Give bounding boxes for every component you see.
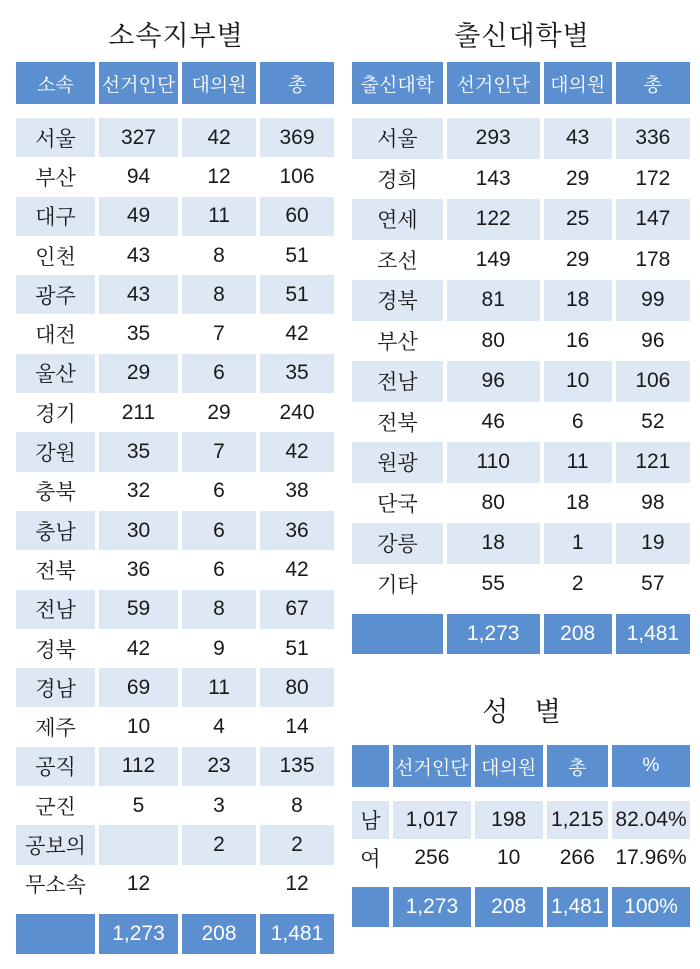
branch-table [12,62,338,954]
left-row [16,629,334,668]
left-row-value: 67 [260,590,334,629]
right-row-value: 80 [447,483,540,524]
left-row [16,511,334,550]
left-row-value: 12 [182,157,256,196]
left-row [16,354,334,393]
right-total-value [352,614,443,654]
right-row-value: 25 [544,199,612,240]
left-row-value: 38 [260,472,334,511]
left-row-label: 공직 [16,747,95,786]
gender-row-value: 1,215 [547,801,609,839]
left-row-value: 29 [182,393,256,432]
left-row [16,432,334,471]
left-row-value: 35 [260,354,334,393]
gender-row-value: 17.96% [612,839,690,877]
left-row-value: 8 [182,275,256,314]
left-row-label: 전남 [16,590,95,629]
left-row-label: 무소속 [16,865,95,904]
right-header-cell: 출신대학 [352,62,443,104]
left-row [16,197,334,236]
right-row [352,402,690,443]
university-header-row [352,62,690,104]
left-row-value: 69 [99,668,178,707]
gender-header-cell: 총 [547,745,609,787]
left-row [16,236,334,275]
left-row-label: 경기 [16,393,95,432]
left-row-label: 제주 [16,707,95,746]
right-total-value: 1,481 [616,614,690,654]
left-row [16,550,334,589]
left-row-value: 12 [260,865,334,904]
branch-header-row [16,62,334,104]
left-row-value: 42 [260,550,334,589]
left-row-value: 10 [99,707,178,746]
gender-total-row [352,887,690,927]
left-row [16,865,334,904]
left-row [16,393,334,432]
left-row-value: 135 [260,747,334,786]
left-row-value: 42 [260,314,334,353]
left-row-value: 35 [99,432,178,471]
left-row-label: 공보의 [16,825,95,864]
left-row-value: 8 [182,590,256,629]
gender-total-value [352,887,389,927]
right-row-value: 178 [616,240,690,281]
right-row-label: 강릉 [352,523,443,564]
left-row-value: 42 [99,629,178,668]
gender-row-value: 1,017 [393,801,471,839]
right-row-value: 46 [447,402,540,443]
gender-header-cell [352,745,389,787]
left-row-label: 군진 [16,786,95,825]
right-header-cell: 총 [616,62,690,104]
right-row-label: 경북 [352,280,443,321]
gender-row-value: 198 [475,801,543,839]
right-row [352,321,690,362]
left-total-value [16,914,95,954]
gender-row-value: 82.04% [612,801,690,839]
left-row-label: 대구 [16,197,95,236]
right-row-value: 19 [616,523,690,564]
gender-row-value: 10 [475,839,543,877]
left-row-value: 51 [260,629,334,668]
right-row-value: 1 [544,523,612,564]
gender-header-row [352,745,690,787]
left-header-cell: 소속 [16,62,95,104]
right-row-value: 336 [616,118,690,159]
left-row-value: 23 [182,747,256,786]
right-row-value: 96 [447,361,540,402]
left-row-value [182,865,256,904]
left-row [16,825,334,864]
left-row-label: 경북 [16,629,95,668]
gender-header-cell: 선거인단 [393,745,471,787]
right-row [352,483,690,524]
left-total-row [16,914,334,954]
gender-table [348,745,694,927]
left-row-value: 35 [99,314,178,353]
right-row [352,280,690,321]
left-row-value: 9 [182,629,256,668]
right-row-value: 80 [447,321,540,362]
left-row [16,747,334,786]
left-row-value: 43 [99,236,178,275]
right-row [352,159,690,200]
left-row-value: 6 [182,550,256,589]
left-row-label: 인천 [16,236,95,275]
left-row-value: 59 [99,590,178,629]
right-row-label: 서울 [352,118,443,159]
right-row-value: 143 [447,159,540,200]
left-row-value: 32 [99,472,178,511]
left-row-value: 36 [260,511,334,550]
right-row-value: 98 [616,483,690,524]
university-section-title: 출신대학별 [454,21,590,51]
gender-total-value: 100% [612,887,690,927]
left-row-value: 6 [182,354,256,393]
left-row-value: 14 [260,707,334,746]
right-total-value: 1,273 [447,614,540,654]
left-row-value: 8 [260,786,334,825]
right-total-row [352,614,690,654]
right-row-label: 경희 [352,159,443,200]
gender-section-title: 성 별 [482,697,562,727]
left-row-value: 327 [99,118,178,157]
left-row [16,472,334,511]
branch-section-title: 소속지부별 [108,21,244,51]
left-total-value: 1,481 [260,914,334,954]
left-row-value: 29 [99,354,178,393]
right-row-label: 원광 [352,442,443,483]
gender-total-value: 1,481 [547,887,609,927]
right-row-value: 57 [616,564,690,605]
right-row-value: 29 [544,240,612,281]
left-row-value: 5 [99,786,178,825]
right-row-value: 10 [544,361,612,402]
left-row [16,157,334,196]
left-row-value: 2 [260,825,334,864]
right-row-value: 18 [447,523,540,564]
left-row-value: 2 [182,825,256,864]
right-row-value: 81 [447,280,540,321]
left-row [16,275,334,314]
gender-row-value: 256 [393,839,471,877]
right-row-label: 연세 [352,199,443,240]
right-row-value: 122 [447,199,540,240]
left-row-value: 36 [99,550,178,589]
right-header-cell: 대의원 [544,62,612,104]
left-row-label: 충남 [16,511,95,550]
left-header-cell: 선거인단 [99,62,178,104]
right-row [352,361,690,402]
left-row-value: 211 [99,393,178,432]
left-row [16,118,334,157]
left-row-label: 광주 [16,275,95,314]
gender-header-cell: % [612,745,690,787]
gender-total-value: 208 [475,887,543,927]
left-row-value: 94 [99,157,178,196]
left-row-label: 부산 [16,157,95,196]
right-row [352,564,690,605]
gender-total-value: 1,273 [393,887,471,927]
right-row-label: 기타 [352,564,443,605]
gender-row-value: 266 [547,839,609,877]
left-header-cell: 대의원 [182,62,256,104]
left-row-value: 7 [182,314,256,353]
left-row-value: 369 [260,118,334,157]
right-row-value: 110 [447,442,540,483]
left-row-value [99,825,178,864]
right-row-value: 18 [544,483,612,524]
right-row [352,118,690,159]
left-row [16,590,334,629]
left-row-value: 30 [99,511,178,550]
gender-row [352,801,690,839]
left-row-value: 11 [182,668,256,707]
left-row-label: 대전 [16,314,95,353]
left-total-value: 1,273 [99,914,178,954]
left-row-label: 충북 [16,472,95,511]
right-row [352,240,690,281]
left-row-value: 11 [182,197,256,236]
left-row-value: 51 [260,275,334,314]
right-total-value: 208 [544,614,612,654]
right-row-value: 2 [544,564,612,605]
right-row [352,523,690,564]
right-row-value: 6 [544,402,612,443]
right-row-value: 99 [616,280,690,321]
right-row-label: 조선 [352,240,443,281]
left-row [16,707,334,746]
left-row-value: 51 [260,236,334,275]
right-row-value: 18 [544,280,612,321]
university-table [348,62,694,654]
left-row-value: 6 [182,472,256,511]
left-row [16,314,334,353]
right-row [352,199,690,240]
gender-row [352,839,690,877]
left-row-value: 240 [260,393,334,432]
right-row-value: 147 [616,199,690,240]
left-row-label: 경남 [16,668,95,707]
gender-row-label: 남 [352,801,389,839]
left-row-value: 12 [99,865,178,904]
right-row-value: 11 [544,442,612,483]
right-row-value: 29 [544,159,612,200]
left-row [16,786,334,825]
left-row-value: 112 [99,747,178,786]
right-row-value: 106 [616,361,690,402]
left-row-label: 강원 [16,432,95,471]
gender-header-cell: 대의원 [475,745,543,787]
left-row-value: 8 [182,236,256,275]
left-total-value: 208 [182,914,256,954]
left-row-value: 4 [182,707,256,746]
right-row-value: 172 [616,159,690,200]
left-row-value: 43 [99,275,178,314]
left-row-value: 6 [182,511,256,550]
right-row-label: 단국 [352,483,443,524]
right-row [352,442,690,483]
left-row-value: 3 [182,786,256,825]
right-row-value: 96 [616,321,690,362]
left-row-value: 106 [260,157,334,196]
right-row-value: 16 [544,321,612,362]
right-row-value: 55 [447,564,540,605]
left-row-value: 80 [260,668,334,707]
left-row-value: 49 [99,197,178,236]
left-row [16,668,334,707]
gender-row-label: 여 [352,839,389,877]
left-row-label: 전북 [16,550,95,589]
left-row-value: 42 [260,432,334,471]
right-row-value: 293 [447,118,540,159]
left-row-value: 60 [260,197,334,236]
right-row-value: 52 [616,402,690,443]
right-row-label: 전남 [352,361,443,402]
right-header-cell: 선거인단 [447,62,540,104]
right-row-value: 149 [447,240,540,281]
left-row-value: 7 [182,432,256,471]
left-row-label: 서울 [16,118,95,157]
right-row-label: 전북 [352,402,443,443]
left-row-label: 울산 [16,354,95,393]
right-row-value: 43 [544,118,612,159]
left-header-cell: 총 [260,62,334,104]
right-row-label: 부산 [352,321,443,362]
right-row-value: 121 [616,442,690,483]
left-row-value: 42 [182,118,256,157]
